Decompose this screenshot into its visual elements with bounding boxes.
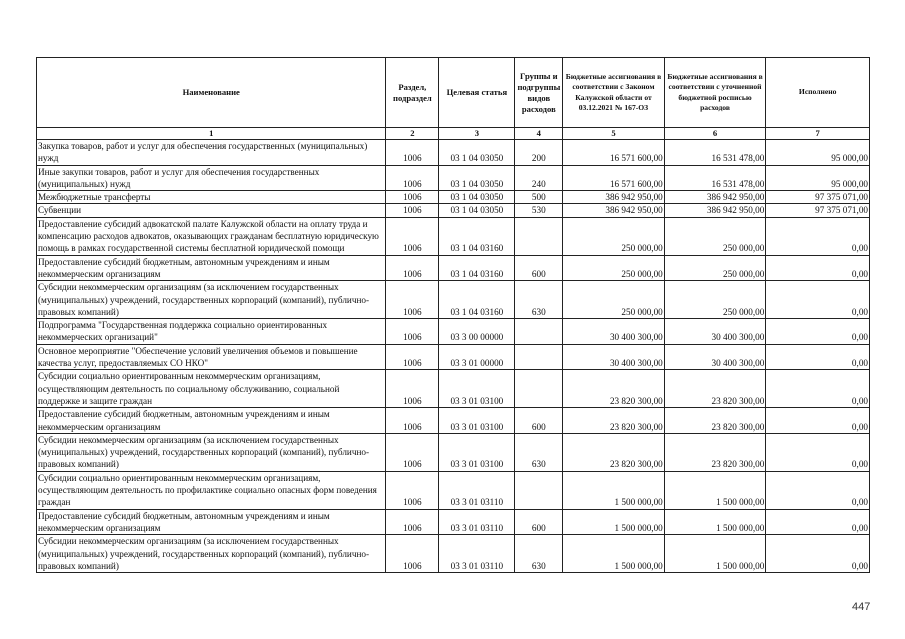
row-group: 240 xyxy=(515,165,563,191)
row-executed-amount: 0,00 xyxy=(766,217,870,255)
row-section: 1006 xyxy=(386,319,439,345)
column-number: 7 xyxy=(766,128,870,140)
row-target: 03 3 01 03100 xyxy=(439,408,515,434)
row-name: Предоставление субсидий бюджетным, автономным учреждениям и иным некоммерческим организациям xyxy=(37,408,386,434)
table-row xyxy=(37,255,870,281)
row-target: 03 3 00 00000 xyxy=(439,319,515,345)
row-section: 1006 xyxy=(386,204,439,217)
budget-table xyxy=(36,57,870,573)
table-row xyxy=(37,471,870,509)
table-body xyxy=(37,140,870,573)
table-row xyxy=(37,191,870,204)
column-number: 4 xyxy=(515,128,563,140)
row-refined-amount: 16 531 478,00 xyxy=(664,140,766,166)
column-number: 6 xyxy=(664,128,766,140)
row-executed-amount: 0,00 xyxy=(766,509,870,535)
row-name: Закупка товаров, работ и услуг для обеспечения государственных (муниципальных) нужд xyxy=(37,140,386,166)
row-law-amount: 16 571 600,00 xyxy=(563,165,665,191)
row-section: 1006 xyxy=(386,509,439,535)
row-name: Субсидии социально ориентированным некоммерческим организациям, осуществляющим деятельность по социальному обслуживанию, социальной поддержке и защите граждан xyxy=(37,370,386,408)
row-name: Иные закупки товаров, работ и услуг для обеспечения государственных (муниципальных) нужд xyxy=(37,165,386,191)
row-section: 1006 xyxy=(386,281,439,319)
row-target: 03 3 01 03110 xyxy=(439,535,515,573)
row-executed-amount: 0,00 xyxy=(766,535,870,573)
column-number: 3 xyxy=(439,128,515,140)
header-law: Бюджетные ассигнования в соответствии с Законом Калужской области от 03.12.2021 № 167-ОЗ xyxy=(563,58,665,128)
row-refined-amount: 30 400 300,00 xyxy=(664,319,766,345)
header-name: Наименование xyxy=(37,58,386,128)
row-refined-amount: 1 500 000,00 xyxy=(664,535,766,573)
row-refined-amount: 1 500 000,00 xyxy=(664,509,766,535)
row-law-amount: 23 820 300,00 xyxy=(563,408,665,434)
row-target: 03 1 04 03050 xyxy=(439,191,515,204)
row-executed-amount: 97 375 071,00 xyxy=(766,204,870,217)
row-group xyxy=(515,217,563,255)
row-executed-amount: 0,00 xyxy=(766,433,870,471)
row-executed-amount: 0,00 xyxy=(766,255,870,281)
column-number-row xyxy=(37,128,870,140)
row-target: 03 1 04 03160 xyxy=(439,255,515,281)
row-executed-amount: 97 375 071,00 xyxy=(766,191,870,204)
row-law-amount: 386 942 950,00 xyxy=(563,191,665,204)
header-section: Раздел, подраздел xyxy=(386,58,439,128)
row-group: 600 xyxy=(515,408,563,434)
row-law-amount: 250 000,00 xyxy=(563,217,665,255)
row-section: 1006 xyxy=(386,408,439,434)
page-number: 447 xyxy=(852,601,871,613)
row-section: 1006 xyxy=(386,433,439,471)
column-number: 5 xyxy=(563,128,665,140)
row-law-amount: 23 820 300,00 xyxy=(563,433,665,471)
table-row xyxy=(37,370,870,408)
row-section: 1006 xyxy=(386,191,439,204)
row-law-amount: 250 000,00 xyxy=(563,281,665,319)
row-name: Подпрограмма "Государственная поддержка социально ориентированных некоммерческих организаций" xyxy=(37,319,386,345)
row-law-amount: 1 500 000,00 xyxy=(563,509,665,535)
row-executed-amount: 0,00 xyxy=(766,408,870,434)
row-refined-amount: 250 000,00 xyxy=(664,255,766,281)
row-group: 600 xyxy=(515,509,563,535)
row-name: Субсидии некоммерческим организациям (за исключением государственных (муниципальных) учреждений, государственных корпораций (компаний), публично-правовых компаний) xyxy=(37,281,386,319)
table-row xyxy=(37,344,870,370)
header-executed: Исполнено xyxy=(766,58,870,128)
row-section: 1006 xyxy=(386,535,439,573)
row-section: 1006 xyxy=(386,471,439,509)
budget-table-sheet xyxy=(36,57,870,573)
row-name: Субвенции xyxy=(37,204,386,217)
table-row xyxy=(37,319,870,345)
table-row xyxy=(37,281,870,319)
row-executed-amount: 0,00 xyxy=(766,344,870,370)
row-section: 1006 xyxy=(386,344,439,370)
row-refined-amount: 16 531 478,00 xyxy=(664,165,766,191)
row-name: Предоставление субсидий бюджетным, автономным учреждениям и иным некоммерческим организациям xyxy=(37,255,386,281)
row-refined-amount: 250 000,00 xyxy=(664,217,766,255)
row-law-amount: 1 500 000,00 xyxy=(563,471,665,509)
row-refined-amount: 386 942 950,00 xyxy=(664,204,766,217)
table-row xyxy=(37,204,870,217)
row-target: 03 1 04 03050 xyxy=(439,204,515,217)
row-section: 1006 xyxy=(386,165,439,191)
column-number: 1 xyxy=(37,128,386,140)
table-row xyxy=(37,509,870,535)
row-executed-amount: 95 000,00 xyxy=(766,165,870,191)
row-executed-amount: 95 000,00 xyxy=(766,140,870,166)
row-refined-amount: 23 820 300,00 xyxy=(664,433,766,471)
row-refined-amount: 30 400 300,00 xyxy=(664,344,766,370)
row-target: 03 3 01 03100 xyxy=(439,433,515,471)
row-name: Основное мероприятие "Обеспечение условий увеличения объемов и повышение качества услуг, предоставляемых СО НКО" xyxy=(37,344,386,370)
row-refined-amount: 250 000,00 xyxy=(664,281,766,319)
row-group xyxy=(515,471,563,509)
row-name: Субсидии некоммерческим организациям (за исключением государственных (муниципальных) учреждений, государственных корпораций (компаний), публично-правовых компаний) xyxy=(37,433,386,471)
table-row xyxy=(37,408,870,434)
row-executed-amount: 0,00 xyxy=(766,319,870,345)
row-refined-amount: 1 500 000,00 xyxy=(664,471,766,509)
row-law-amount: 386 942 950,00 xyxy=(563,204,665,217)
row-law-amount: 250 000,00 xyxy=(563,255,665,281)
row-target: 03 1 04 03050 xyxy=(439,165,515,191)
row-target: 03 1 04 03160 xyxy=(439,281,515,319)
row-section: 1006 xyxy=(386,370,439,408)
row-section: 1006 xyxy=(386,140,439,166)
row-law-amount: 1 500 000,00 xyxy=(563,535,665,573)
row-group: 200 xyxy=(515,140,563,166)
column-number: 2 xyxy=(386,128,439,140)
table-row xyxy=(37,217,870,255)
row-target: 03 3 01 03110 xyxy=(439,509,515,535)
header-target: Целевая статья xyxy=(439,58,515,128)
header-refined: Бюджетные ассигнования в соответствии с уточненной бюджетной росписью расходов xyxy=(664,58,766,128)
row-group: 530 xyxy=(515,204,563,217)
table-row xyxy=(37,140,870,166)
row-target: 03 1 04 03050 xyxy=(439,140,515,166)
row-executed-amount: 0,00 xyxy=(766,281,870,319)
table-row xyxy=(37,535,870,573)
row-law-amount: 30 400 300,00 xyxy=(563,344,665,370)
row-target: 03 3 01 03110 xyxy=(439,471,515,509)
row-law-amount: 23 820 300,00 xyxy=(563,370,665,408)
row-refined-amount: 386 942 950,00 xyxy=(664,191,766,204)
row-group: 630 xyxy=(515,535,563,573)
row-group: 630 xyxy=(515,281,563,319)
header-groups: Группы и подгруппы видов расходов xyxy=(515,58,563,128)
row-name: Субсидии социально ориентированным некоммерческим организациям, осуществляющим деятельность по профилактике социально опасных форм поведения граждан xyxy=(37,471,386,509)
row-name: Межбюджетные трансферты xyxy=(37,191,386,204)
row-name: Предоставление субсидий бюджетным, автономным учреждениям и иным некоммерческим организациям xyxy=(37,509,386,535)
row-target: 03 3 01 00000 xyxy=(439,344,515,370)
row-executed-amount: 0,00 xyxy=(766,471,870,509)
table-row xyxy=(37,433,870,471)
row-refined-amount: 23 820 300,00 xyxy=(664,408,766,434)
row-law-amount: 30 400 300,00 xyxy=(563,319,665,345)
row-group: 500 xyxy=(515,191,563,204)
row-target: 03 1 04 03160 xyxy=(439,217,515,255)
row-name: Предоставление субсидий адвокатской палате Калужской области на оплату труда и компенсацию расходов адвокатов, оказывающих гражданам бесплатную юридическую помощь в рамках государственной системы бесплатной юридической помощи xyxy=(37,217,386,255)
row-group: 600 xyxy=(515,255,563,281)
row-group xyxy=(515,319,563,345)
row-group xyxy=(515,370,563,408)
row-name: Субсидии некоммерческим организациям (за исключением государственных (муниципальных) учреждений, государственных корпораций (компаний), публично-правовых компаний) xyxy=(37,535,386,573)
row-law-amount: 16 571 600,00 xyxy=(563,140,665,166)
row-section: 1006 xyxy=(386,255,439,281)
row-group: 630 xyxy=(515,433,563,471)
row-refined-amount: 23 820 300,00 xyxy=(664,370,766,408)
row-executed-amount: 0,00 xyxy=(766,370,870,408)
table-header-row xyxy=(37,58,870,128)
row-group xyxy=(515,344,563,370)
table-row xyxy=(37,165,870,191)
row-section: 1006 xyxy=(386,217,439,255)
row-target: 03 3 01 03100 xyxy=(439,370,515,408)
